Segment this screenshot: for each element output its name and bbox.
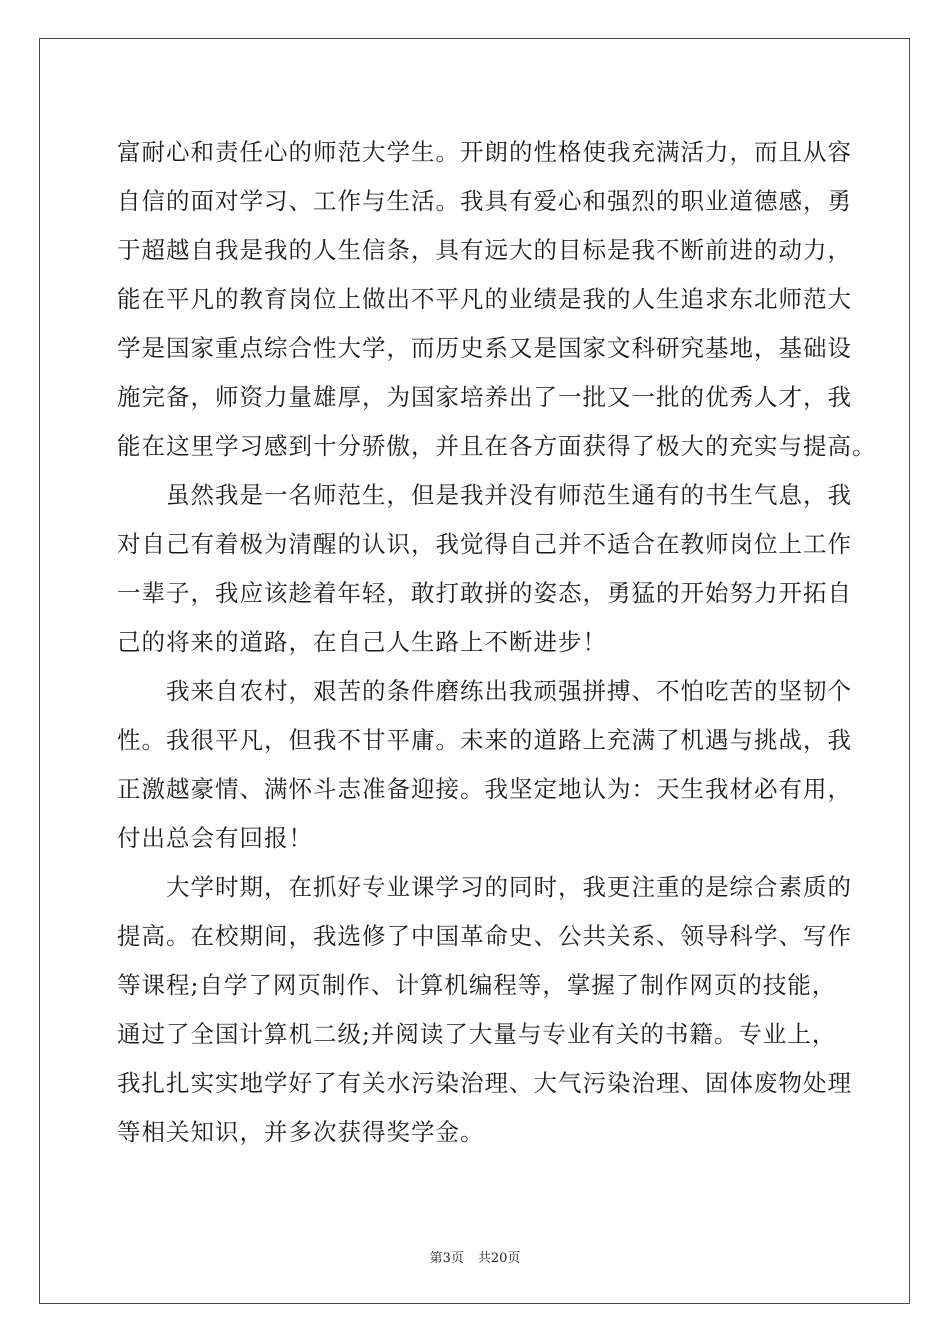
page-number: 第3页 (429, 1251, 464, 1266)
text-line: 能在平凡的教育岗位上做出不平凡的业绩是我的人生追求东北师范大 (117, 285, 852, 313)
text-line: 性。我很平凡，但我不甘平庸。未来的道路上充满了机遇与挑战，我 (117, 726, 852, 754)
page-footer (0, 1247, 950, 1266)
text-line: 于超越自我是我的人生信条，具有远大的目标是我不断前进的动力， (117, 236, 852, 264)
text-line: 对自己有着极为清醒的认识，我觉得自己并不适合在教师岗位上工作 (117, 530, 852, 558)
text-line: 施完备，师资力量雄厚，为国家培养出了一批又一批的优秀人才，我 (117, 383, 852, 411)
text-line: 我扎扎实实地学好了有关水污染治理、大气污染治理、固体废物处理 (117, 1069, 852, 1097)
text-line: 己的将来的道路，在自己人生路上不断进步！ (117, 628, 607, 656)
text-line: 自信的面对学习、工作与生活。我具有爱心和强烈的职业道德感，勇 (117, 187, 852, 215)
text-line: 虽然我是一名师范生，但是我并没有师范生通有的书生气息，我 (117, 481, 852, 509)
text-line: 能在这里学习感到十分骄傲，并且在各方面获得了极大的充实与提高。 (117, 432, 877, 460)
text-line: 一辈子，我应该趁着年轻，敢打敢拼的姿态，勇猛的开始努力开拓自 (117, 579, 852, 607)
text-line: 大学时期，在抓好专业课学习的同时，我更注重的是综合素质的 (117, 873, 852, 901)
text-line: 学是国家重点综合性大学，而历史系又是国家文科研究基地，基础设 (117, 334, 852, 362)
text-line: 付出总会有回报！ (117, 824, 313, 852)
text-line: 我来自农村，艰苦的条件磨练出我顽强拼搏、不怕吃苦的坚韧个 (117, 677, 852, 705)
text-line: 提高。在校期间，我选修了中国革命史、公共关系、领导科学、写作 (117, 922, 852, 950)
page-total: 共20页 (477, 1251, 521, 1266)
text-line: 通过了全国计算机二级;并阅读了大量与专业有关的书籍。专业上， (117, 1020, 837, 1048)
text-line: 等课程;自学了网页制作、计算机编程等，掌握了制作网页的技能， (117, 971, 837, 999)
text-line: 等相关知识，并多次获得奖学金。 (117, 1118, 485, 1146)
text-line: 富耐心和责任心的师范大学生。开朗的性格使我充满活力，而且从容 (117, 138, 852, 166)
text-line: 正激越豪情、满怀斗志准备迎接。我坚定地认为：天生我材必有用， (117, 775, 852, 803)
document-body (117, 128, 877, 1157)
